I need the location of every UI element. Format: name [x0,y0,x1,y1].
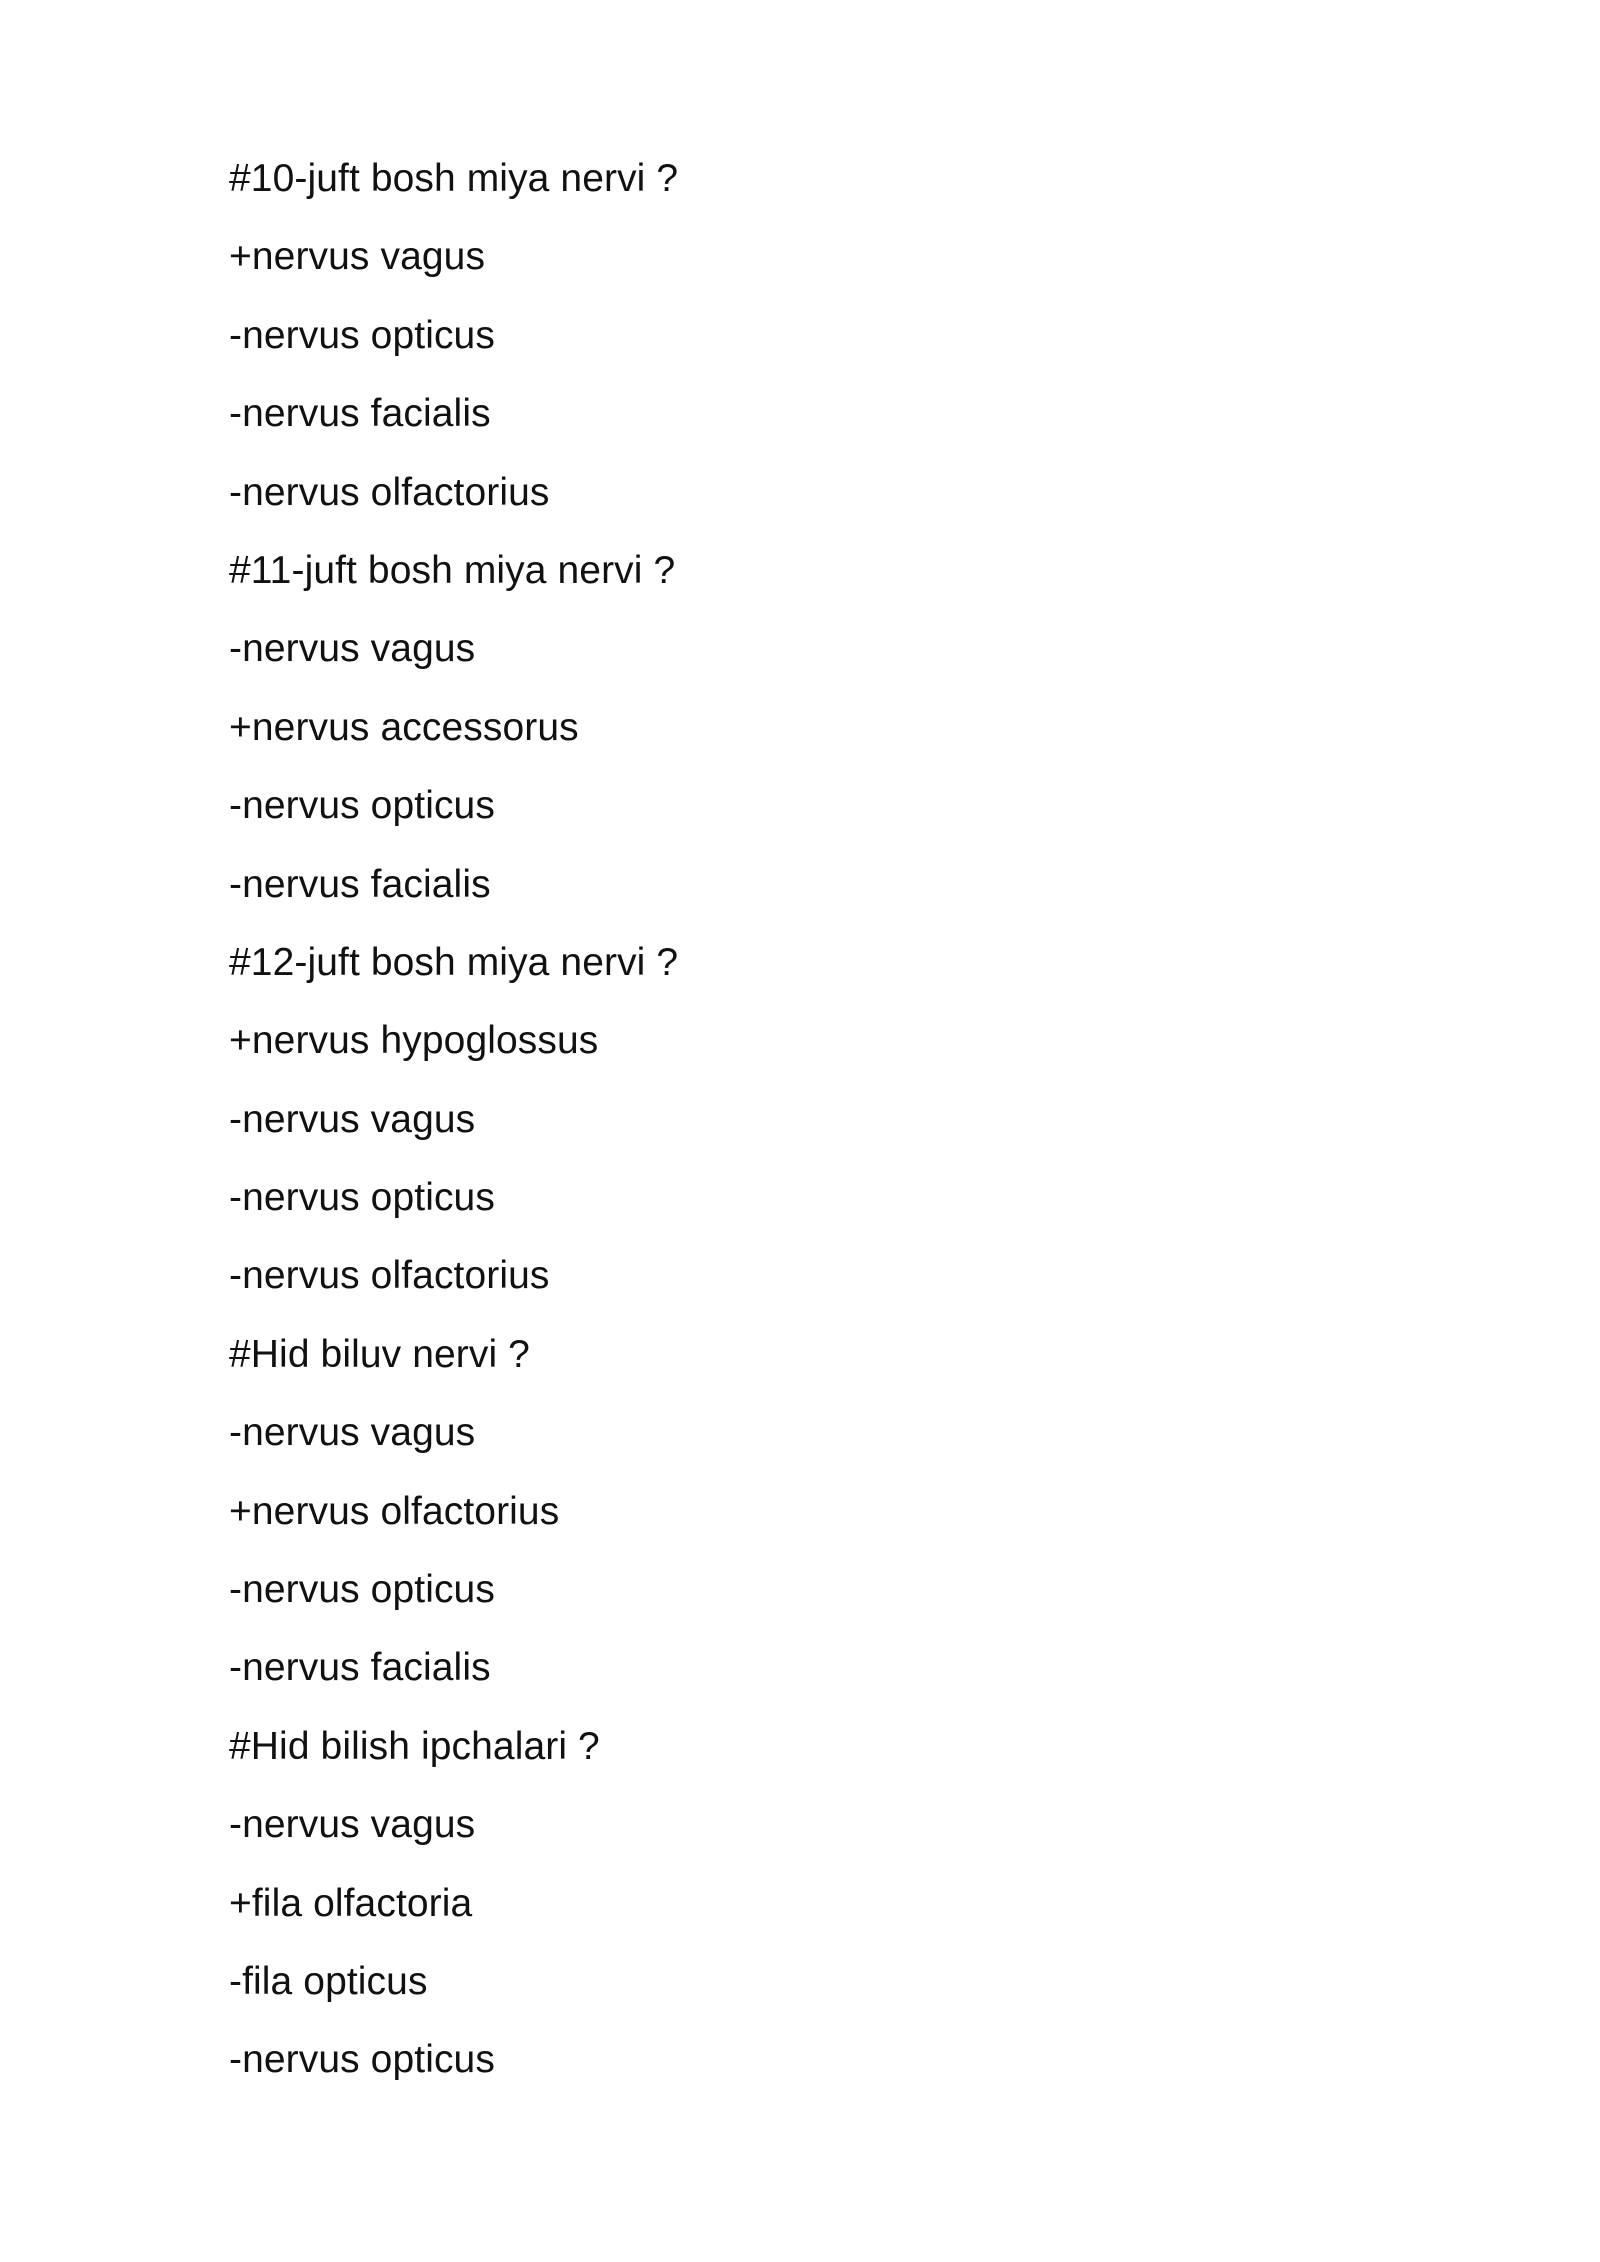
answer-option: -nervus facialis [229,862,491,906]
answer-option: -nervus opticus [229,2038,495,2082]
answer-option: -fila opticus [229,1959,428,2003]
question-line: #10-juft bosh miya nervi ? [229,157,679,200]
answer-option-correct: +nervus vagus [229,235,486,279]
answer-option: -nervus vagus [229,1411,476,1455]
answer-option: -nervus opticus [229,784,495,828]
answer-option-correct: +nervus hypoglossus [229,1019,599,1063]
answer-option-correct: +nervus olfactorius [229,1489,560,1533]
question-line: #11-juft bosh miya nervi ? [229,548,676,592]
answer-option: -nervus opticus [229,313,495,357]
question-line: #12-juft bosh miya nervi ? [229,940,679,984]
question-line: #Hid bilish ipchalari ? [229,1724,600,1768]
answer-option: -nervus olfactorius [229,470,550,514]
answer-option: -nervus vagus [229,1803,476,1847]
answer-option: -nervus facialis [229,1646,491,1690]
answer-option: -nervus facialis [229,392,491,436]
answer-option-correct: +fila olfactoria [229,1881,473,1925]
answer-option: -nervus opticus [229,1568,495,1612]
answer-option: -nervus vagus [229,1097,476,1141]
question-line: #Hid biluv nervi ? [229,1332,530,1376]
answer-option: -nervus vagus [229,627,476,671]
answer-option-correct: +nervus accessorus [229,705,579,749]
question-list [229,148,1429,2108]
answer-option: -nervus olfactorius [229,1254,550,1298]
answer-option: -nervus opticus [229,1176,495,1220]
